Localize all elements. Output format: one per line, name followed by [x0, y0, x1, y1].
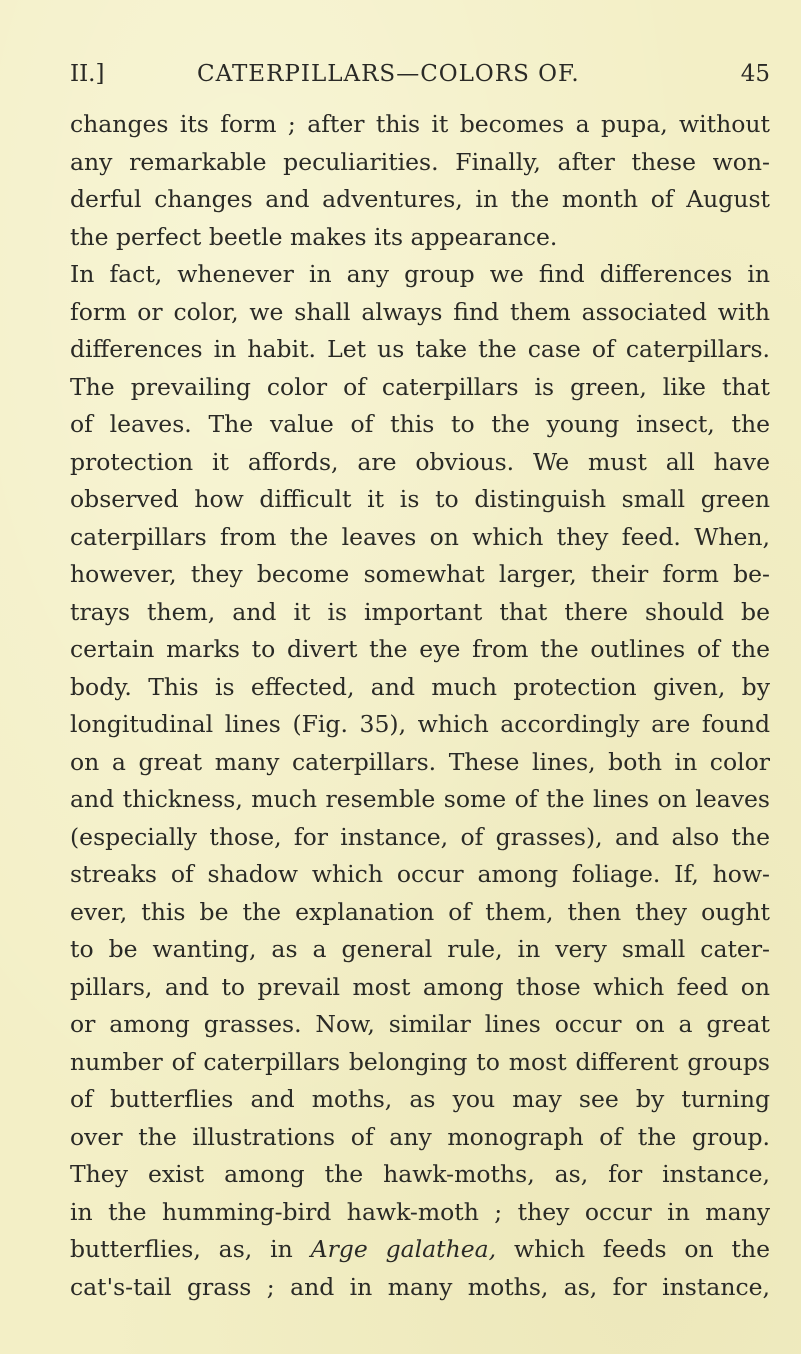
text-line: (especially those, for instance, of grasses), and also the [70, 822, 770, 851]
body-text [70, 106, 770, 1306]
text-line: The prevailing color of caterpillars is green, like that [70, 372, 770, 401]
text-line: however, they become somewhat larger, their form be- [70, 560, 770, 588]
running-title: CATERPILLARS—COLORS OF. [197, 61, 580, 87]
text-line: streaks of shadow which occur among foliage. If, how- [70, 860, 770, 888]
text-line: form or color, we shall always find them associated with [70, 297, 770, 326]
text-line: In fact, whenever in any group we find differences in [70, 260, 770, 288]
text-line: cat's-tail grass ; and in many moths, as, for instance, [70, 1272, 770, 1301]
text-line: trays them, and it is important that there should be [70, 597, 770, 626]
text-line: on a great many caterpillars. These lines, both in color [70, 747, 770, 776]
text-line: certain marks to divert the eye from the outlines of the [70, 635, 770, 663]
text-line: They exist among the hawk-moths, as, for instance, [70, 1160, 770, 1188]
species-name: Arge galathea, [310, 1235, 497, 1263]
text-line: differences in habit. Let us take the case of caterpillars. [70, 335, 770, 363]
text-line [70, 1231, 770, 1269]
text-line: protection it affords, are obvious. We must all have [70, 447, 770, 476]
text-line: derful changes and adventures, in the month of August [70, 185, 770, 213]
text-line: to be wanting, as a general rule, in very small cater- [70, 935, 770, 963]
text-line: observed how difficult it is to distinguish small green [70, 485, 770, 513]
text-line: body. This is effected, and much protection given, by [70, 672, 770, 701]
text-line: of leaves. The value of this to the young insect, the [70, 410, 770, 438]
text-line: changes its form ; after this it becomes a pupa, without [70, 110, 770, 138]
text-line: ever, this be the explanation of them, then they ought [70, 897, 770, 926]
text-line: longitudinal lines (Fig. 35), which accordingly are found [70, 710, 770, 738]
text-line: caterpillars from the leaves on which they feed. When, [70, 522, 770, 551]
text-line: any remarkable peculiarities. Finally, after these won- [70, 147, 770, 176]
text-fragment: which feeds on the [514, 1235, 771, 1263]
page-number: 45 [740, 61, 770, 87]
text-line: over the illustrations of any monograph of the group. [70, 1122, 770, 1151]
text-line: of butterflies and moths, as you may see by turning [70, 1085, 770, 1113]
text-line: pillars, and to prevail most among those which feed on [70, 972, 770, 1001]
text-line: the perfect beetle makes its appearance. [70, 222, 558, 251]
chapter-number: II.] [70, 61, 105, 87]
text-line: or among grasses. Now, similar lines occur on a great [70, 1010, 770, 1038]
text-line: number of caterpillars belonging to most different groups [70, 1047, 770, 1076]
text-fragment: butterflies, as, in [70, 1235, 293, 1263]
text-line: and thickness, much resemble some of the lines on leaves [70, 785, 770, 813]
text-line: in the humming-bird hawk-moth ; they occur in many [70, 1197, 770, 1226]
running-head [70, 60, 770, 88]
